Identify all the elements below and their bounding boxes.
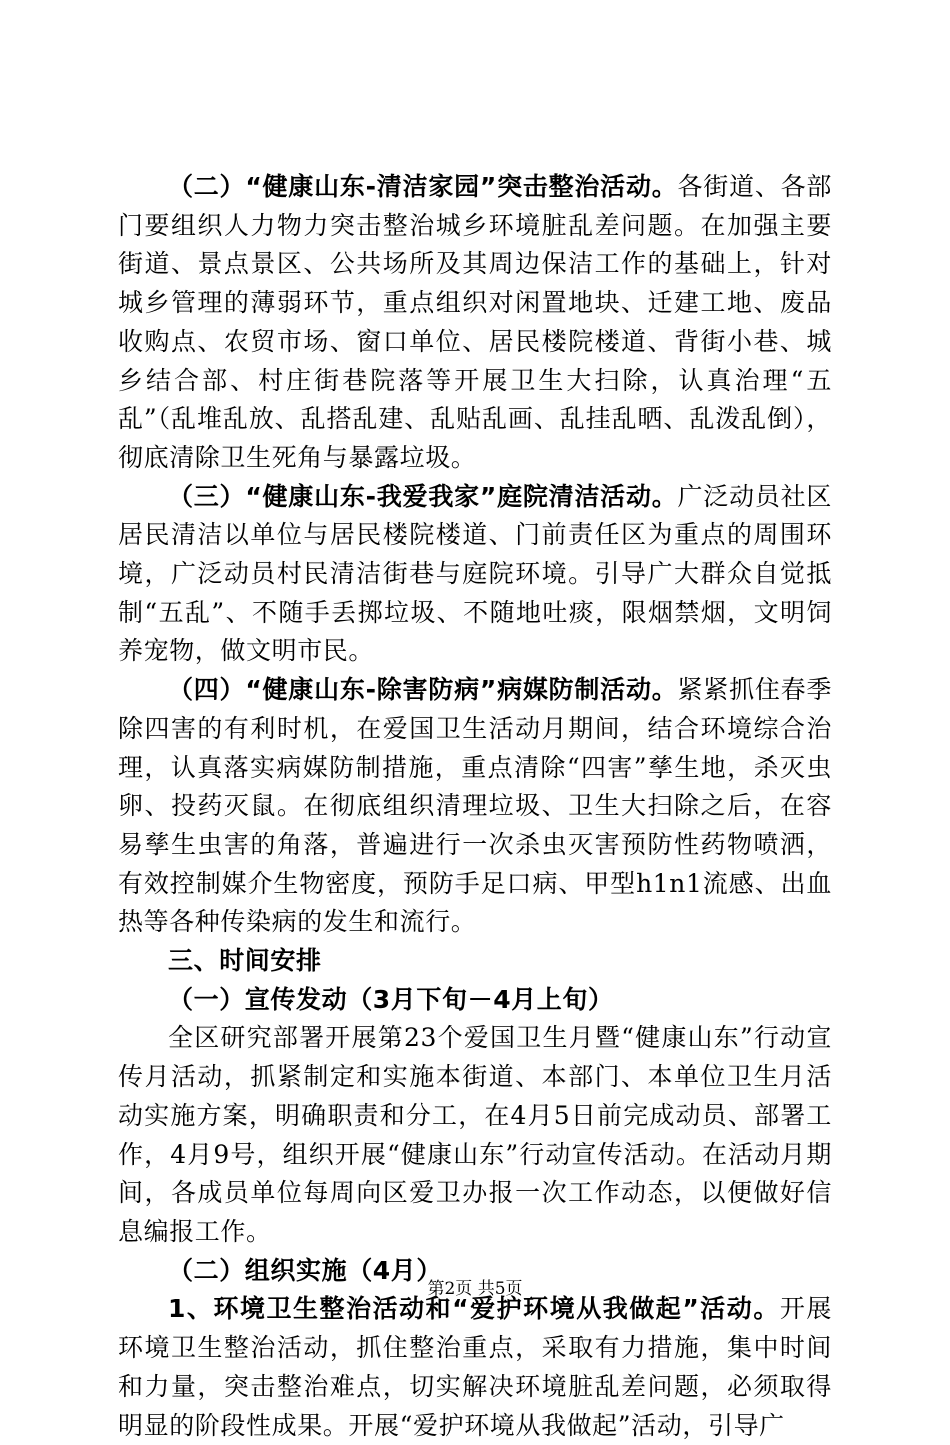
paragraph-text: 各街道、各部门要组织人力物力突击整治城乡环境脏乱差问题。在加强主要街道、景点景区、公共场所及其周边保洁工作的基础上，针对城乡管理的薄弱环节，重点组织对闲置地块、迁建工地、废品收购点、农贸市场、窗口单位、居民楼院楼道、背街小巷、城乡结合部、村庄街巷院落等开展卫生大扫除，认真治理“五乱”（乱堆乱放、乱搭乱建、乱贴乱画、乱挂乱晒、乱泼乱倒），彻底清除卫生死角与暴露垃圾。 xyxy=(118,172,832,472)
subsection-heading-publicity: （一）宣传发动（3月下旬－4月上旬） xyxy=(168,984,614,1014)
paragraph-environment-activity xyxy=(118,1290,832,1445)
paragraph-text: 紧紧抓住春季除四害的有利时机，在爱国卫生活动月期间，结合环境综合治理，认真落实病媒防制措施，重点清除“四害”孳生地，杀灭虫卵、投药灭鼠。在彻底组织清理垃圾、卫生大扫除之后，在容易孳生虫害的角落，普遍进行一次杀虫灭害预防性药物喷洒，有效控制媒介生物密度，预防手足口病、甲型h1n1流感、出血热等各种传染病的发生和流行。 xyxy=(118,675,832,937)
paragraph-cleaning-campaign xyxy=(118,168,832,478)
paragraph-publicity xyxy=(118,1019,832,1251)
paragraph-lead: （二）“健康山东-清洁家园”突击整治活动。 xyxy=(168,172,678,201)
paragraph-lead: 1、环境卫生整治活动和“爱护环境从我做起”活动。 xyxy=(168,1294,780,1324)
document-body xyxy=(118,168,832,1445)
paragraph-text: 广泛动员社区居民清洁以单位与居民楼院楼道、门前责任区为重点的周围环境，广泛动员村民清洁街巷与庭院环境。引导广大群众自觉抵制“五乱”、不随手丢掷垃圾、不随地吐痰，限烟禁烟，文明饲养宠物，做文明市民。 xyxy=(118,481,832,666)
paragraph-text: 开展环境卫生整治活动，抓住整治重点，采取有力措施，集中时间和力量，突击整治难点，切实解决环境脏乱差问题，必须取得明显的阶段性成果。开展“爱护环境从我做起”活动，引导广 xyxy=(118,1294,832,1440)
paragraph-courtyard-campaign xyxy=(118,478,832,672)
paragraph-pest-control xyxy=(118,671,832,942)
section-heading-schedule: 三、时间安排 xyxy=(168,946,322,976)
paragraph-text: 全区研究部署开展第23个爱国卫生月暨“健康山东”行动宣传月活动，抓紧制定和实施本街道、本部门、本单位卫生月活动实施方案，明确职责和分工，在4月5日前完成动员、部署工作，4月9号，组织开展“健康山东”行动宣传活动。在活动月期间，各成员单位每周向区爱卫办报一次工作动态，以便做好信息编报工作。 xyxy=(118,1023,832,1246)
paragraph-lead: （三）“健康山东-我爱我家”庭院清洁活动。 xyxy=(168,481,678,511)
page-number-footer: 第2页 共5页 xyxy=(427,1279,523,1299)
subsection-heading-implementation: （二）组织实施（4月） xyxy=(168,1255,442,1285)
paragraph-lead: （四）“健康山东-除害防病”病媒防制活动。 xyxy=(168,675,678,705)
